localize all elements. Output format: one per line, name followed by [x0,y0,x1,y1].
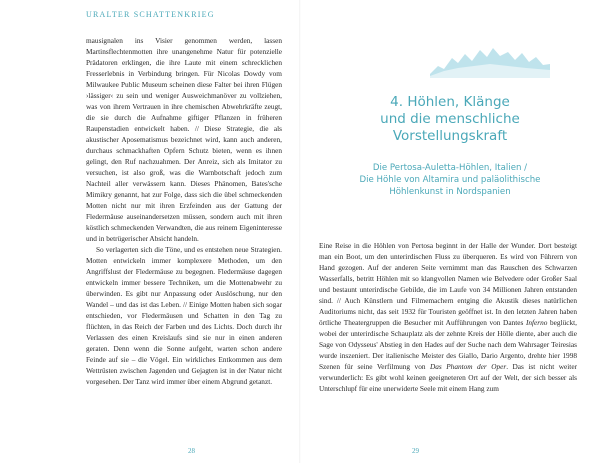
text-run: Eine Reise in die Höhlen von Pertosa beginnt in der Halle der Wunder. Dort besteigt man ein Boot, um den unterirdischen Fluss zu überqueren. Es wird von Führern von Hand gezogen. Auf der anderen Seite vernimmt man das Rauschen des Schwarzen Wasserfalls, betritt Höhlen mit so klangvollen Namen wie Belvedere oder Großer Saal und bestaunt unterirdische Gebilde, die im Laufe von 34 Millionen Jahren entstanden sind. // Auch Künstlern und Filmemachern entging die Akustik dieses natürlichen Auditoriums nicht, das seit 1932 für Touristen geöffnet ist. In den letzten Jahren haben örtliche Theatergruppen die Besucher mit Aufführungen von Dantes [319,241,577,327]
paragraph [319,240,577,394]
chapter-title-line: 4. Höhlen, Klänge [390,94,510,110]
running-head: URALTER SCHATTENKRIEG [86,10,215,19]
chapter-subtitle [328,162,572,198]
chapter-title-line: und die menschliche [380,111,520,127]
text-run: beglückt, wobei der unterirdische Schauplatz als der zehnte Kreis der Hölle diente, aber auch die Sage von Odysseus' Abstieg in den Hades auf der Suche nach dem Wahrsager Teiresias wurde inszeniert. Der italienische Meister des Giallo, Dario Argento, drehte hier 1998 Szenen für seine Verfilmung von [319,318,577,371]
paragraph: So verlagerten sich die Töne, und es entstehen neue Strategien. Motten entwickeln immer komplexere Methoden, um den Angriffslust der Fledermäuse zu begegnen. Fledermäuse dagegen entwickeln immer bessere Techniken, um die Mottenabwehr zu überwinden. Es gibt nur Anpassung oder Auslöschung, nur den Wandel – und das ist das Leben. // Einige Motten haben sich sogar entschieden, vor Fledermäusen und Schatten in den Tag zu flüchten, in das Reich der Farben und des Lichts. Doch durch ihr Verlassen des einen Kreislaufs sind sie nur in einen anderen geraten. Denn wenn die Sonne aufgeht, warten schon andere Feinde auf sie – die Vögel. Ein wirkliches Entkommen aus dem Wettrüsten zwischen Jagenden und Gejagten ist in der Natur nicht vorgesehen. Der Tanz wird immer über einem Abgrund getanzt. [86,245,282,386]
right-body-text [319,240,577,394]
left-body-text [86,35,282,387]
page-number-right: 29 [412,447,419,455]
italic-title: Inferno [525,318,548,327]
italic-title: Das Phantom der Oper [429,362,507,371]
page-number-left: 28 [188,447,195,455]
subtitle-line: Die Pertosa-Auletta-Höhlen, Italien / [372,163,528,173]
subtitle-line: Höhlenkunst in Nordspanien [389,187,511,197]
mountain-ornament-icon [430,44,550,78]
text-run: . Das ist nicht weiter verwunderlich: Es gibt wohl keinen geeigneteren Ort auf der Welt, der sich besser als Unterschlupf für eine unerwiderte Seele mit einem Hang zum [319,362,578,393]
right-page [300,0,600,463]
chapter-title [328,94,572,145]
chapter-title-line: Vorstellungskraft [392,128,508,144]
subtitle-line: Die Höhle von Altamira und paläolithische [359,175,541,185]
paragraph: mausignalen ins Visier genommen werden, lassen Martinsflechtenmotten ihre unangenehme Natur für potenzielle Prädatoren erklingen, die ihre Laute mit einem schrecklichen Fresserlebnis in Verbindung bringen. Für Nicolas Dowdy vom Milwaukee Public Museum scheinen diese Falter bei ihren Flügen ›lässiger‹ zu sein und weniger Ausweichmanöver zu vollziehen, was von ihrem Vertrauen in ihre chemischen Abwehrkräfte zeugt, die sie durch die Aufnahme giftiger Pflanzen in früheren Raupenstadien entwickelt haben. // Diese Strategie, die als akustischer Aposematismus bezeichnet wird, kann auch anderen, durchaus schmackhaften Opfern Schutz bieten, wenn es ihnen gelingt, den Ruf nachzuahmen. Der Anreiz, sich als Imitator zu versuchen, ist also groß, was die Warnbotschaft jedoch zum Nachteil aller verwässern kann. Dieses Phänomen, Bates'sche Mimikry genannt, hat zur Folge, dass sich die übel schmeckenden Motten nicht nur mit ihren Erzfeinden aus der Gattung der Fledermäuse auseinandersetzen müssen, sondern auch mit ihren köstlich schmeckenden Verwandten, die aus reinem Eigeninteresse und in betrügerischer Absicht handeln. [86,36,282,243]
